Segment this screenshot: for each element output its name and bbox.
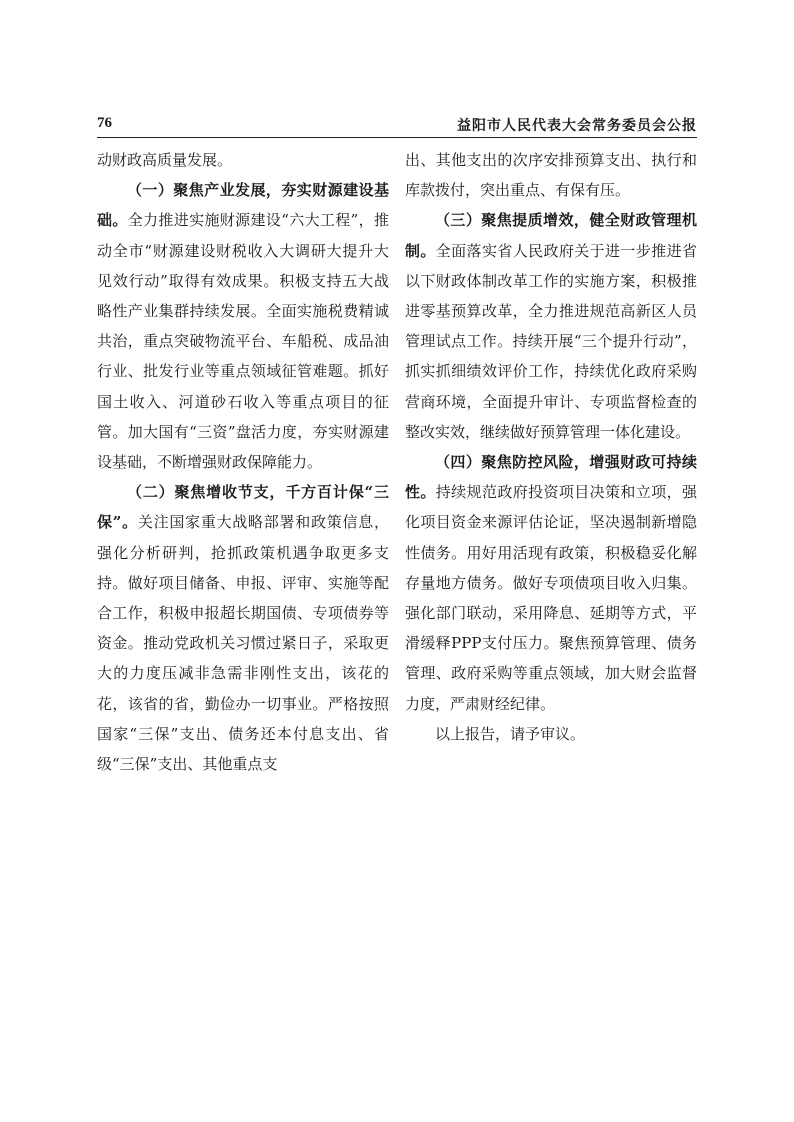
page-header xyxy=(97,113,697,138)
paragraph-section-4 xyxy=(405,447,697,719)
section-body-1: 全力推进实施财源建设“六大工程”，推动全市“财源建设财税收入大调研大提升大见效行动”取得有效成果。积极支持五大战略性产业集群持续发展。全面实施税费精诚共治，重点突破物流平台、车船税、成品油行业、批发行业等重点领域征管难题。抓好国土收入、河道砂石收入等重点项目的征管。加大国有“三资”盘活力度，夯实财源建设基础，不断增强财政保障能力。 xyxy=(97,211,389,472)
section-body-2: 关注国家重大战略部署和政策信息，强化分析研判，抢抓政策机遇争取更多支持。做好项目储备、申报、评审、实施等配合工作，积极申报超长期国债、专项债券等资金。推动党政机关习惯过紧日子，采取更大的力度压减非急需非刚性支出，该花的花，该省的省，勤俭办一切事业。严格按照国家“三保”支出、债务还本付息支出、省级“三保”支出、其他重点支 xyxy=(97,513,389,774)
right-column xyxy=(405,145,697,749)
section-heading-3: （三）聚焦提质增效，健全财政管理机制。 xyxy=(405,211,697,260)
section-body-4: 持续规范政府投资项目决策和立项，强化项目资金来源评估论证，坚决遏制新增隐性债务。用好用活现有政策，积极稳妥化解存量地方债务。做好专项债项目收入归集。强化部门联动，采用降息、延期等方式，平滑缓释PPP支付压力。聚焦预算管理、债务管理、政府采购等重点领域，加大财会监督力度，严肃财经纪律。 xyxy=(405,483,697,713)
paragraph-continuation: 动财政高质量发展。 xyxy=(97,151,233,169)
paragraph-section-3 xyxy=(405,205,697,447)
left-column xyxy=(97,145,389,779)
paragraph-section-2 xyxy=(97,477,389,779)
section-body-3: 全面落实省人民政府关于进一步推进省以下财政体制改革工作的实施方案，积极推进零基预算改革，全力推进规范高新区人员管理试点工作。持续开展“三个提升行动”，抓实抓细绩效评价工作，持续优化政府采购营商环境，全面提升审计、专项监督检查的整改实效，继续做好预算管理一体化建设。 xyxy=(405,241,697,441)
section-heading-4: （四）聚焦防控风险，增强财政可持续性。 xyxy=(405,453,697,502)
paragraph-continuation-right: 出、其他支出的次序安排预算支出、执行和库款拨付，突出重点、有保有压。 xyxy=(405,151,697,200)
journal-title: 益阳市人民代表大会常务委员会公报 xyxy=(457,118,697,134)
section-heading-1: （一）聚焦产业发展，夯实财源建设基础。 xyxy=(97,181,389,230)
paragraph-section-1 xyxy=(97,175,389,477)
closing-line: 以上报告，请予审议。 xyxy=(435,724,586,743)
section-heading-2: （二）聚焦增收节支，千方百计保“三保”。 xyxy=(97,483,389,532)
page-number: 76 xyxy=(97,115,112,131)
